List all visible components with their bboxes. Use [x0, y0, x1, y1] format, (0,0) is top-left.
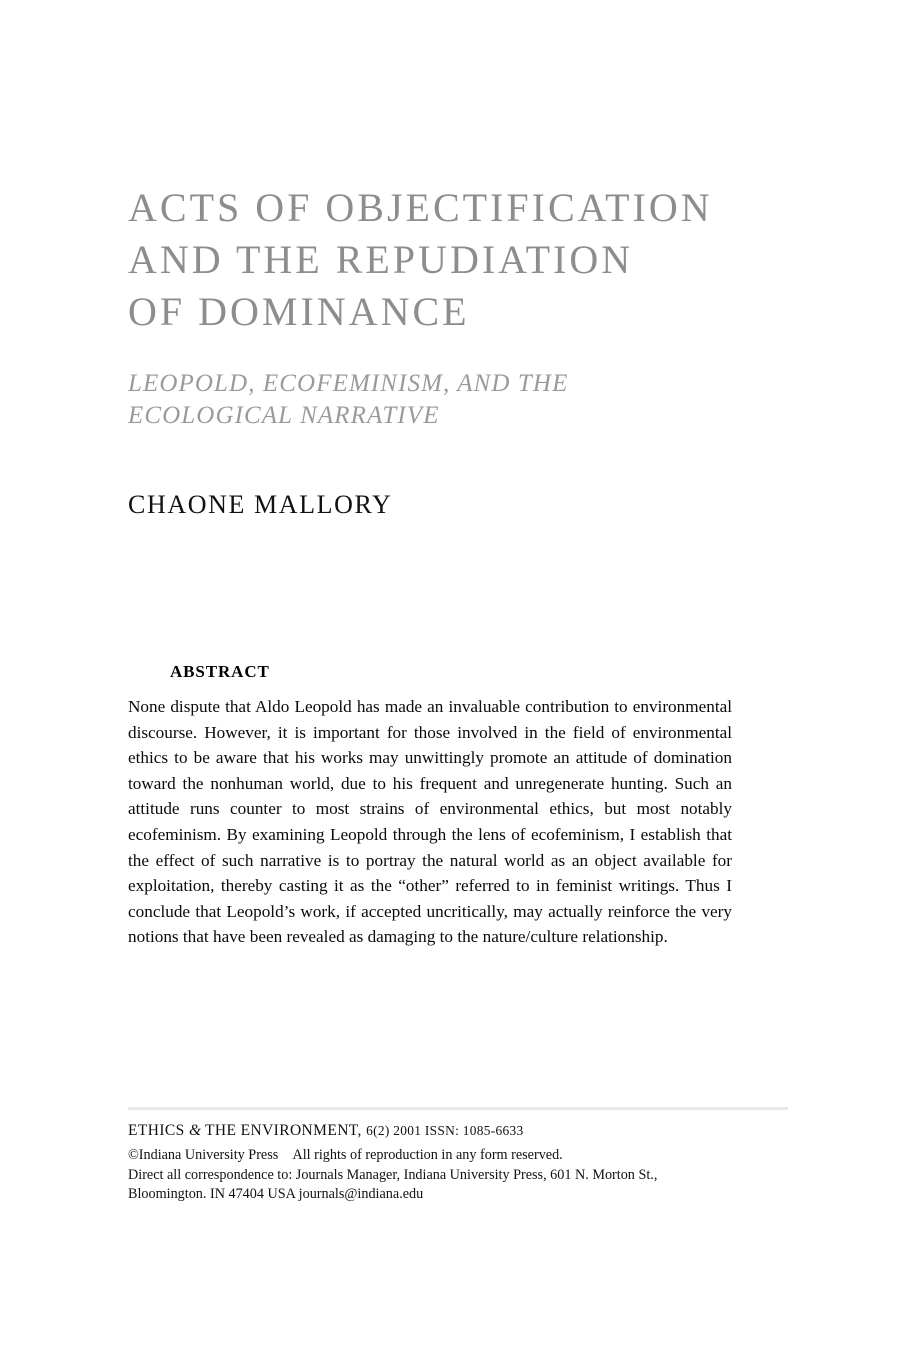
copyright-line: ©Indiana University Press All rights of reproduction in any form reserved. — [128, 1147, 563, 1163]
abstract-body — [128, 694, 732, 950]
journal-volume-issn: 6(2) 2001 ISSN: 1085-6633 — [366, 1123, 524, 1138]
article-subtitle — [128, 368, 828, 432]
correspondence-line-2: Bloomington. IN 47404 USA journals@indiana.edu — [128, 1186, 424, 1202]
journal-title-part-2: THE ENVIRONMENT, — [205, 1122, 362, 1139]
ampersand-glyph: & — [188, 1122, 201, 1139]
subtitle-line-1: LEOPOLD, ECOFEMINISM, AND THE — [128, 370, 569, 397]
title-line-3: OF DOMINANCE — [128, 289, 470, 334]
publisher-notice — [128, 1146, 828, 1205]
abstract-heading: ABSTRACT — [170, 662, 270, 681]
correspondence-line-1: Direct all correspondence to: Journals Manager, Indiana University Press, 601 N. Morton St., — [128, 1166, 658, 1183]
subtitle-line-2: ECOLOGICAL NARRATIVE — [128, 402, 440, 429]
footer-divider — [128, 1107, 788, 1110]
article-title — [128, 182, 808, 338]
title-line-2: AND THE REPUDIATION — [128, 237, 634, 282]
title-line-1: ACTS OF OBJECTIFICATION — [128, 185, 713, 230]
journal-title-part-1: ETHICS — [128, 1122, 185, 1139]
abstract-paragraph: None dispute that Aldo Leopold has made an invaluable contribution to environmental discourse. However, it is important for those involved in the field of environmental ethics to be aware that his works may unwittingly promote an attitude of domination toward the nonhuman world, due to his frequent and unregenerate hunting. Such an attitude runs counter to most strains of environmental ethics, but most notably ecofeminism. By examining Leopold through the lens of ecofeminism, I establish that the effect of such narrative is to portray the natural world as an object available for exploitation, thereby casting it as the “other” referred to in feminist writings. Thus I conclude that Leopold’s work, if accepted uncritically, may actually reinforce the very notions that have been revealed as damaging to the nature/culture relationship. — [128, 697, 732, 947]
author-name: CHAONE MALLORY — [128, 490, 393, 519]
journal-citation — [128, 1122, 523, 1140]
